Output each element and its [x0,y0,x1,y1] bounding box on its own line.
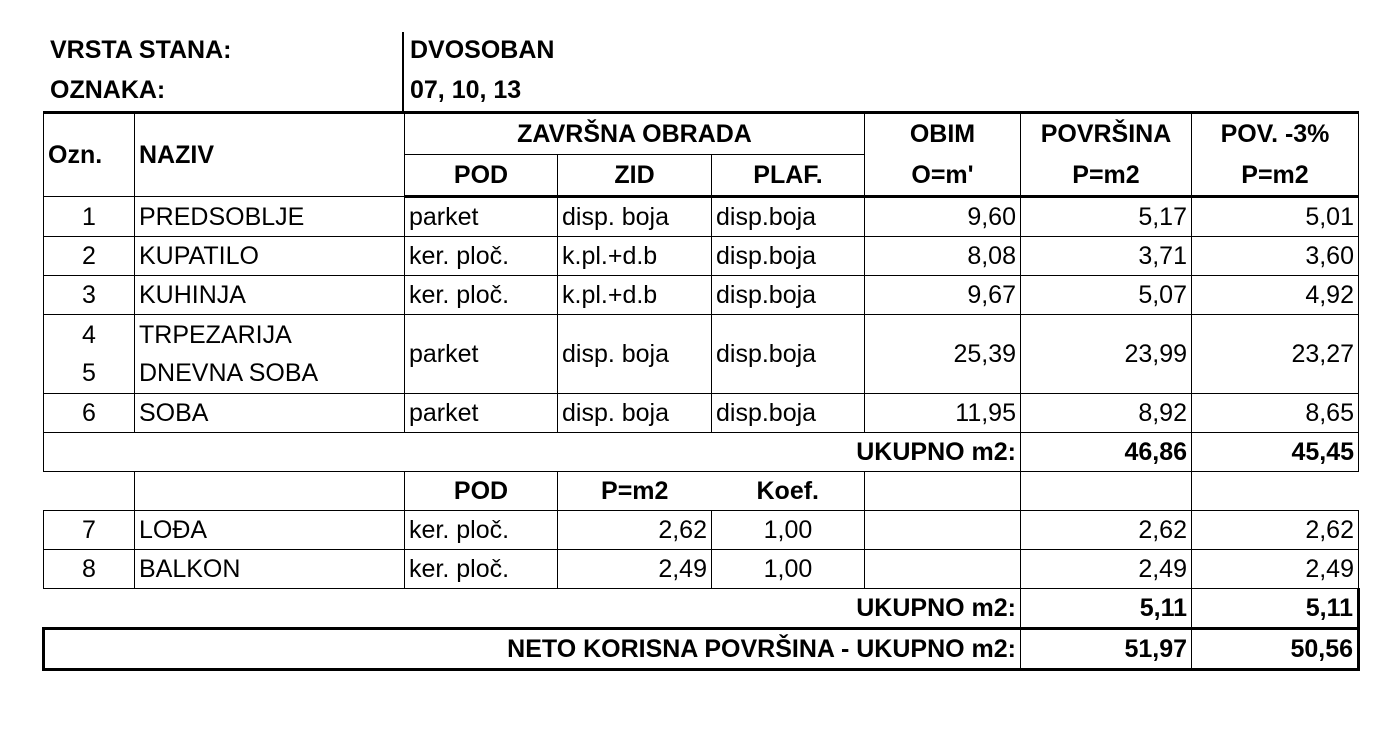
sub-header-pod: POD [405,472,558,511]
neto-area: 51,97 [1021,629,1192,670]
total-label: UKUPNO m2: [44,589,1021,629]
table-row [44,276,1359,315]
neto-area-3: 50,56 [1192,629,1359,670]
room-name: TRPEZARIJA [139,321,292,349]
room-p: 2,62 [558,511,712,550]
room-ceiling: disp.boja [712,315,865,394]
room-no: 1 [44,197,135,237]
room-no-cell [44,315,135,394]
col-header-obim-unit: O=m' [865,155,1021,197]
room-perimeter: 11,95 [865,394,1021,433]
room-koef: 1,00 [712,550,865,589]
room-area-table [42,111,1360,671]
room-area: 5,07 [1021,276,1192,315]
apartment-mark-label: OZNAKA: [50,76,166,104]
col-header-pod: POD [405,155,558,197]
room-name-cell [135,315,405,394]
room-no: 7 [44,511,135,550]
room-wall: disp. boja [558,315,712,394]
room-perimeter: 25,39 [865,315,1021,394]
room-area-3: 23,27 [1192,315,1359,394]
room-area: 3,71 [1021,237,1192,276]
total-row [44,589,1359,629]
room-area-3: 8,65 [1192,394,1359,433]
apartment-type-value: DVOSOBAN [410,36,555,64]
table-row [44,511,1359,550]
room-ceiling: disp.boja [712,197,865,237]
room-wall: k.pl.+d.b [558,237,712,276]
apartment-type-label: VRSTA STANA: [50,36,232,64]
room-name: SOBA [135,394,405,433]
col-header-plaf: PLAF. [712,155,865,197]
room-wall: disp. boja [558,197,712,237]
total-area-3: 5,11 [1192,589,1359,629]
room-area-3: 2,49 [1192,550,1359,589]
col-header-obim: OBIM [865,113,1021,155]
col-header-finish: ZAVRŠNA OBRADA [405,113,865,155]
room-floor: parket [405,197,558,237]
room-area: 2,49 [1021,550,1192,589]
room-perimeter: 9,67 [865,276,1021,315]
room-name: LOĐA [135,511,405,550]
room-perimeter: 9,60 [865,197,1021,237]
room-ceiling: disp.boja [712,394,865,433]
room-name: KUPATILO [135,237,405,276]
total-area-3: 45,45 [1192,433,1359,472]
room-area: 2,62 [1021,511,1192,550]
room-floor: ker. ploč. [405,511,558,550]
col-header-povrsina: POVRŠINA [1021,113,1192,155]
col-header-pov3-unit: P=m2 [1192,155,1359,197]
room-name-2: DNEVNA SOBA [139,359,319,387]
sub-header-row [44,472,1359,511]
room-ceiling: disp.boja [712,276,865,315]
room-name: BALKON [135,550,405,589]
col-header-pov3: POV. -3% [1192,113,1359,155]
room-name: PREDSOBLJE [135,197,405,237]
room-area-3: 5,01 [1192,197,1359,237]
room-floor: ker. ploč. [405,550,558,589]
room-no: 2 [44,237,135,276]
room-p: 2,49 [558,550,712,589]
room-name: KUHINJA [135,276,405,315]
col-header-ozn: Ozn. [44,113,135,197]
room-floor: ker. ploč. [405,237,558,276]
room-ceiling: disp.boja [712,237,865,276]
room-wall: disp. boja [558,394,712,433]
room-floor: parket [405,394,558,433]
table-row [44,315,1359,394]
col-header-povrsina-unit: P=m2 [1021,155,1192,197]
table-row [44,550,1359,589]
room-area-3: 3,60 [1192,237,1359,276]
total-area: 5,11 [1021,589,1192,629]
room-area-3: 2,62 [1192,511,1359,550]
col-header-zid: ZID [558,155,712,197]
table-row [44,394,1359,433]
room-wall: k.pl.+d.b [558,276,712,315]
total-row [44,433,1359,472]
room-area: 8,92 [1021,394,1192,433]
room-area: 23,99 [1021,315,1192,394]
col-header-naziv: NAZIV [135,113,405,197]
sub-header-p: P=m2 [558,472,712,511]
table-row [44,237,1359,276]
room-floor: parket [405,315,558,394]
room-no: 8 [44,550,135,589]
room-no: 4 [82,321,96,349]
table-row [44,197,1359,237]
room-koef: 1,00 [712,511,865,550]
room-no-2: 5 [82,359,96,387]
room-no: 3 [44,276,135,315]
neto-row [44,629,1359,670]
room-area-3: 4,92 [1192,276,1359,315]
total-label: UKUPNO m2: [44,433,1021,472]
header-divider [402,32,404,112]
sub-header-koef: Koef. [712,472,865,511]
neto-label: NETO KORISNA POVRŠINA - UKUPNO m2: [44,629,1021,670]
room-perimeter: 8,08 [865,237,1021,276]
room-floor: ker. ploč. [405,276,558,315]
room-area: 5,17 [1021,197,1192,237]
total-area: 46,86 [1021,433,1192,472]
room-no: 6 [44,394,135,433]
apartment-mark-value: 07, 10, 13 [410,76,522,104]
